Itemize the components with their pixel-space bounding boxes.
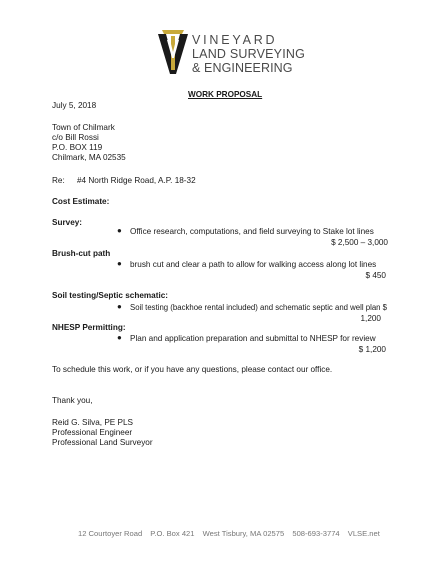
footer-phone: 508-693-3774 — [292, 529, 340, 538]
section-heading: Survey: — [52, 218, 83, 227]
section-item: brush cut and clear a path to allow for walking access along lot lines — [130, 260, 377, 269]
footer-box: P.O. Box 421 — [150, 529, 195, 538]
cost-estimate-heading: Cost Estimate: — [52, 197, 110, 206]
address-line: Town of Chilmark — [52, 123, 115, 132]
thank-you: Thank you, — [52, 396, 93, 405]
logo-text-line2: LAND SURVEYING — [192, 47, 306, 61]
letterhead-footer — [78, 529, 386, 538]
closing-line: To schedule this work, or if you have any questions, please contact our office. — [52, 365, 333, 374]
section-heading: Soil testing/Septic schematic: — [52, 291, 169, 300]
vineyard-logo-icon — [158, 30, 188, 76]
section-price: $ 1,200 — [358, 345, 386, 354]
section-item: Plan and application preparation and submittal to NHESP for review — [130, 334, 376, 343]
section-price: $ 2,500 – 3,000 — [331, 238, 388, 247]
signature-line: Professional Land Surveyor — [52, 438, 153, 447]
footer-town: West Tisbury, MA 02575 — [202, 529, 285, 538]
bullet-icon: ● — [117, 259, 122, 268]
re-label: Re: — [52, 176, 65, 185]
bullet-icon: ● — [117, 226, 122, 235]
section-price: $ 450 — [365, 271, 386, 280]
document-title: WORK PROPOSAL — [188, 90, 263, 99]
signature-line: Professional Engineer — [52, 428, 133, 437]
section-item: Office research, computations, and field surveying to Stake lot lines — [130, 227, 374, 236]
section-heading: Brush-cut path — [52, 249, 111, 258]
section-item: Soil testing (backhoe rental included) and schematic septic and well plan $ — [130, 303, 388, 312]
re-subject: #4 North Ridge Road, A.P. 18-32 — [77, 176, 196, 185]
address-line: c/o Bill Rossi — [52, 133, 99, 142]
logo-text-line3: & ENGINEERING — [192, 61, 293, 75]
address-line: P.O. BOX 119 — [52, 143, 103, 152]
footer-website: VLSE.net — [347, 529, 380, 538]
company-logo — [158, 30, 306, 80]
footer-address: 12 Courtoyer Road — [78, 529, 143, 538]
bullet-icon: ● — [117, 333, 122, 342]
logo-text-line1: VINEYARD — [192, 33, 278, 47]
bullet-icon: ● — [117, 302, 122, 311]
section-price: 1,200 — [360, 314, 381, 323]
letter-date: July 5, 2018 — [52, 101, 97, 110]
section-heading: NHESP Permitting: — [52, 323, 126, 332]
signature-line: Reid G. Silva, PE PLS — [52, 418, 133, 427]
address-line: Chilmark, MA 02535 — [52, 153, 126, 162]
